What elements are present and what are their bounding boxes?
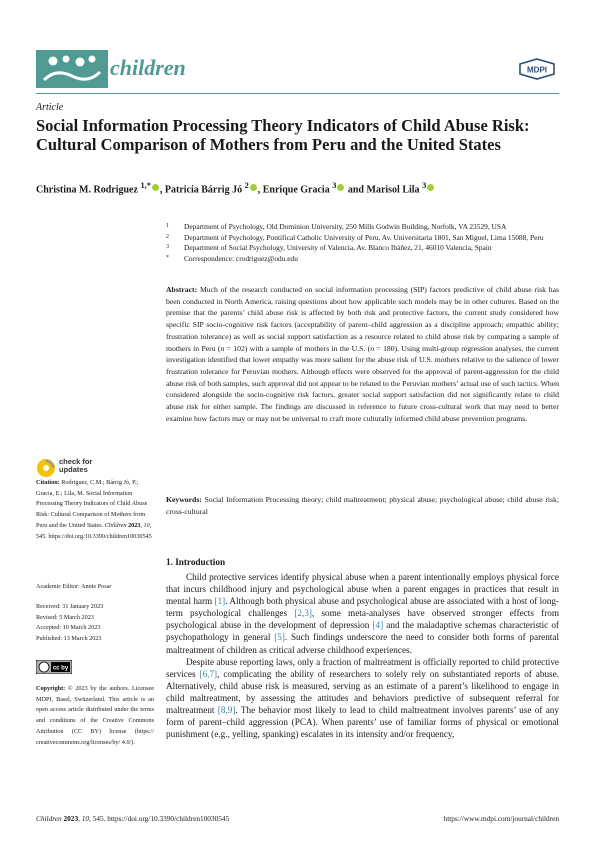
author-affil-mark: 2: [244, 181, 249, 190]
date-revised: Revised: 5 March 2023: [36, 613, 94, 621]
orcid-icon[interactable]: [427, 184, 434, 191]
citation-link[interactable]: [8,9]: [217, 705, 236, 716]
author-separator: ,: [257, 184, 263, 196]
paragraph: Despite abuse reporting laws, only a fraction of maltreatment is officially reported to child protective services [6,7], complicating the ability of researchers to solely rely on substantiated reports of abuse. Alternatively, child abuse risk is measured, serving as an estimate of a parent’s likelihood to engage in child maltreatment, by assessing the attitudes and behaviors predictive of subsequent referral for maltreatment [8,9]. The behavior most likely to lead to child maltreatment involves parents’ use of any form of parent–child aggression (PCA). When parents’ use of familiar forms of physical or emotional punishment (e.g., yelling, spanking) escalates in its intensity and/or frequency,: [166, 656, 559, 740]
citation-link[interactable]: [4]: [372, 620, 384, 631]
citation-link[interactable]: [5]: [274, 632, 285, 643]
date-received: Received: 31 January 2023: [36, 603, 104, 610]
mdpi-logo-text: MDPI: [527, 65, 547, 75]
author-separator: ,: [159, 184, 165, 196]
dates-block: [36, 602, 154, 645]
author-list: [36, 181, 559, 195]
article-type: Article: [36, 102, 64, 113]
check-updates-icon: [36, 458, 56, 478]
correspondence: * Correspondence: crodriguez@odu.edu: [166, 253, 298, 263]
orcid-icon[interactable]: [152, 184, 159, 191]
citation-link[interactable]: [1]: [214, 596, 226, 607]
author-name: Enrique Gracia: [262, 184, 330, 196]
check-updates-line2: updates: [59, 465, 88, 474]
check-for-updates-button[interactable]: [36, 456, 126, 480]
author-name: Patricia Bárrig Jó: [164, 184, 243, 196]
orcid-icon[interactable]: [250, 184, 257, 191]
citation-block: Citation: Rodriguez, C.M.; Bárrig Jó, P.; Gracia, E.; Lila, M. Social Information Processing Theory Indicators of Child Abuse Risk: Cultural Comparison of Mothers from Peru and the United States. Children 2023, 10, 545. https://doi.org/10.3390/children10030545: [36, 479, 152, 540]
affiliation-item: 2 Department of Psychology, Pontifical Catholic University of Peru, Av. Universitaria 1801, San Miguel, Lima 15088, Peru: [166, 232, 544, 242]
author-name: Marisol Lila: [366, 184, 420, 196]
affiliations: [166, 222, 559, 264]
author-name: Christina M. Rodriguez: [36, 184, 138, 196]
mdpi-logo-icon: [518, 58, 556, 80]
keywords-label: Keywords:: [166, 495, 202, 504]
orcid-icon[interactable]: [337, 184, 344, 191]
affiliation-item: 3 Department of Social Psychology, University of Valencia, Av. Blanco Ibáñez, 21, 46010 Valencia, Spain: [166, 243, 492, 252]
body-text: [166, 571, 559, 740]
journal-name: children: [110, 55, 186, 80]
copyright-block: Copyright: © 2023 by the authors. Licensee MDPI, Basel, Switzerland. This article is an open access article distributed under the terms and conditions of the Creative Commons Attribution (CC BY) license (https:// creativecommons.org/licenses/by/ 4.0/).: [36, 685, 154, 746]
paragraph: Child protective services identify physical abuse when a parent intentionally employs physical force that incurs childhood injury and psychological abuse when a parent engages in practices that result in mental harm [1]. Although both physical abuse and psychological abuse are associated with a host of long-term psychological challenges [2,3], some meta-analyses have observed stronger effects from psychological abuse in the development of depression [4] and the maladaptive schemas characteristic of psychopathology in general [5]. Such findings underscore the need to consider both forms of parental maltreatment of children as critical adverse childhood experiences.: [166, 572, 559, 655]
section-heading: 1. Introduction: [166, 557, 226, 567]
author-affil-mark: 1,*: [140, 181, 151, 190]
citation-link[interactable]: [2,3]: [294, 608, 312, 619]
abstract: Abstract: Much of the research conducted on social information processing (SIP) factors predictive of child abuse risk has been conducted in North America, raising questions about how applicable such models may be in other cultures. Based on the premise that the parents’ child abuse risk is affected by both risk and protective factors, the current study considered how specific SIP socio-cognitive risk factors (acceptability of parent–child aggression as a discipline approach; empathic ability; frustration tolerance) as well as social support satisfaction as a resource related to child abuse risk by comparing a sample of mothers in Peru (n = 102) with a sample of mothers in the U.S. (n = 180). Using multi-group regression analyses, the current investigation identified that lower empathy was more salient for the abuse risk of U.S. mothers relative to the salience of lower frustration tolerance for Peruvian mothers. Although effects were observed for the approval of parent-aggression for the child abuse risk of both samples, such approval did not appear to be related to the Peruvian mothers’ actual use of such tactics. When considered alongside the socio-cognitive risk factors, greater social support satisfaction did not significantly relate to child abuse risk for either sample. The findings are discussed in reference to future cross-cultural work that may need to better examine how factors may or may not be universal to craft more culturally informed child abuse prevention programs.: [166, 285, 559, 423]
date-accepted: Accepted: 10 March 2023: [36, 624, 101, 632]
abstract-label: Abstract:: [166, 285, 198, 294]
date-published: Published: 13 March 2023: [36, 635, 102, 643]
journal-logo-icon: [36, 50, 108, 88]
citation-link[interactable]: [6,7]: [199, 668, 218, 679]
footer-journal-url[interactable]: https://www.mdpi.com/journal/children: [443, 814, 559, 823]
cc-by-label: cc by: [52, 665, 69, 672]
author-separator: and: [345, 184, 367, 196]
academic-editor: Academic Editor: Annie Posar: [36, 583, 112, 590]
check-updates-line1: check for: [59, 457, 93, 466]
cc-by-license-icon[interactable]: [36, 660, 72, 674]
article-title: Social Information Processing Theory Indicators of Child Abuse Risk: Cultural Comparison of Mothers from Peru and the United States: [36, 116, 530, 154]
author-affil-mark: 3: [422, 181, 427, 190]
header-divider: [36, 93, 559, 94]
author-affil-mark: 3: [332, 181, 337, 190]
keywords: Keywords: Social Information Processing theory; child maltreatment; physical abuse; psychological abuse; child abuse risk; cross-cultural: [166, 495, 559, 516]
affiliation-item: 1 Department of Psychology, Old Dominion University, 250 Mills Godwin Building, Norfolk, VA 23529, USA: [166, 222, 507, 231]
footer-citation: Children 2023, 10, 545. https://doi.org/10.3390/children10030545: [36, 814, 230, 823]
